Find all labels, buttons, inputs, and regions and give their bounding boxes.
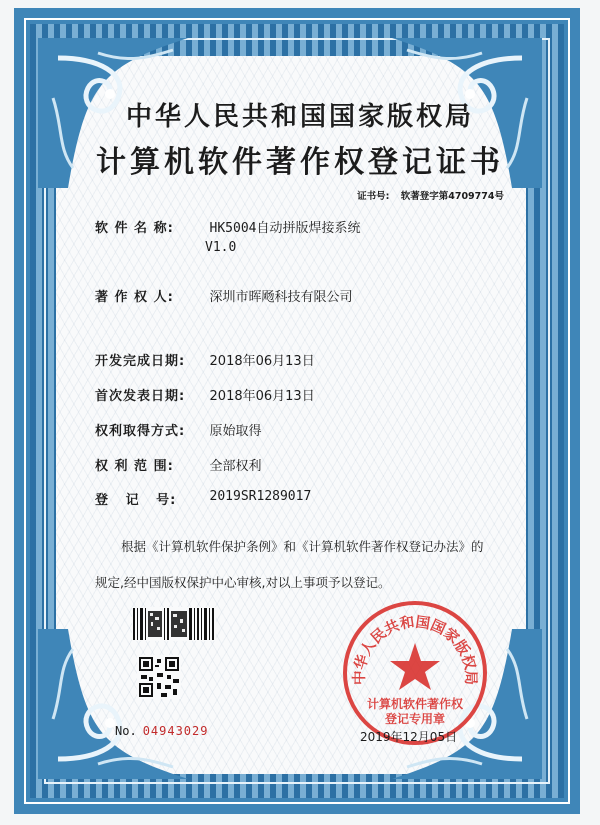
field-label: 权 利 范 围: (95, 459, 174, 474)
field-value: 全部权利 (209, 459, 262, 474)
field-rights-scope (95, 455, 262, 474)
field-value: 2018年06月13日 (209, 389, 315, 404)
statement-line-2: 规定,经中国版权保护中心审核,对以上事项予以登记。 (95, 575, 391, 590)
field-acquisition-method (95, 420, 262, 439)
field-value: 2019SR1289017 (209, 489, 312, 504)
serial-label: No. (115, 724, 137, 738)
field-label: 登 记 号: (95, 493, 177, 508)
certificate-number-label: 证书号: (357, 191, 390, 202)
field-value: 2018年06月13日 (209, 354, 315, 369)
issuer-title: 中华人民共和国国家版权局 (125, 102, 474, 132)
issue-date: 2019年12月05日 (360, 730, 458, 744)
certificate-number-value: 软著登字第4709774号 (400, 191, 504, 202)
official-red-seal (340, 598, 490, 748)
field-value: HK5004自动拼版焊接系统 (209, 221, 361, 236)
field-value-version: V1.0 (205, 240, 237, 255)
corner-ornament-bottom-left (38, 629, 188, 779)
field-value: 原始取得 (209, 424, 262, 439)
field-label: 权利取得方式: (95, 424, 186, 439)
serial-number (115, 724, 208, 738)
serial-value: 04943029 (142, 724, 209, 738)
field-label: 开发完成日期: (95, 354, 186, 369)
field-label: 首次发表日期: (95, 389, 186, 404)
certificate-number (357, 188, 504, 202)
field-publication-date (95, 385, 315, 404)
field-value: 深圳市晖飏科技有限公司 (209, 290, 353, 305)
seal-arc-text: 中华人民共和国国家版权局 (351, 614, 479, 686)
certificate-title: 计算机软件著作权登记证书 (96, 145, 504, 180)
qr-code-image (137, 655, 181, 699)
statement-line-1: 根据《计算机软件保护条例》和《计算机软件著作权登记办法》的 (121, 539, 484, 554)
field-label: 著 作 权 人: (95, 290, 174, 305)
barcode-image (132, 607, 216, 641)
seal-text-line-2: 登记专用章 (384, 712, 446, 726)
field-software-name (95, 217, 361, 255)
seal-text-line-1: 计算机软件著作权 (366, 697, 464, 711)
field-completion-date (95, 350, 315, 369)
field-label: 软 件 名 称: (95, 221, 174, 236)
field-copyright-owner (95, 286, 353, 305)
field-registration-number (95, 489, 311, 508)
